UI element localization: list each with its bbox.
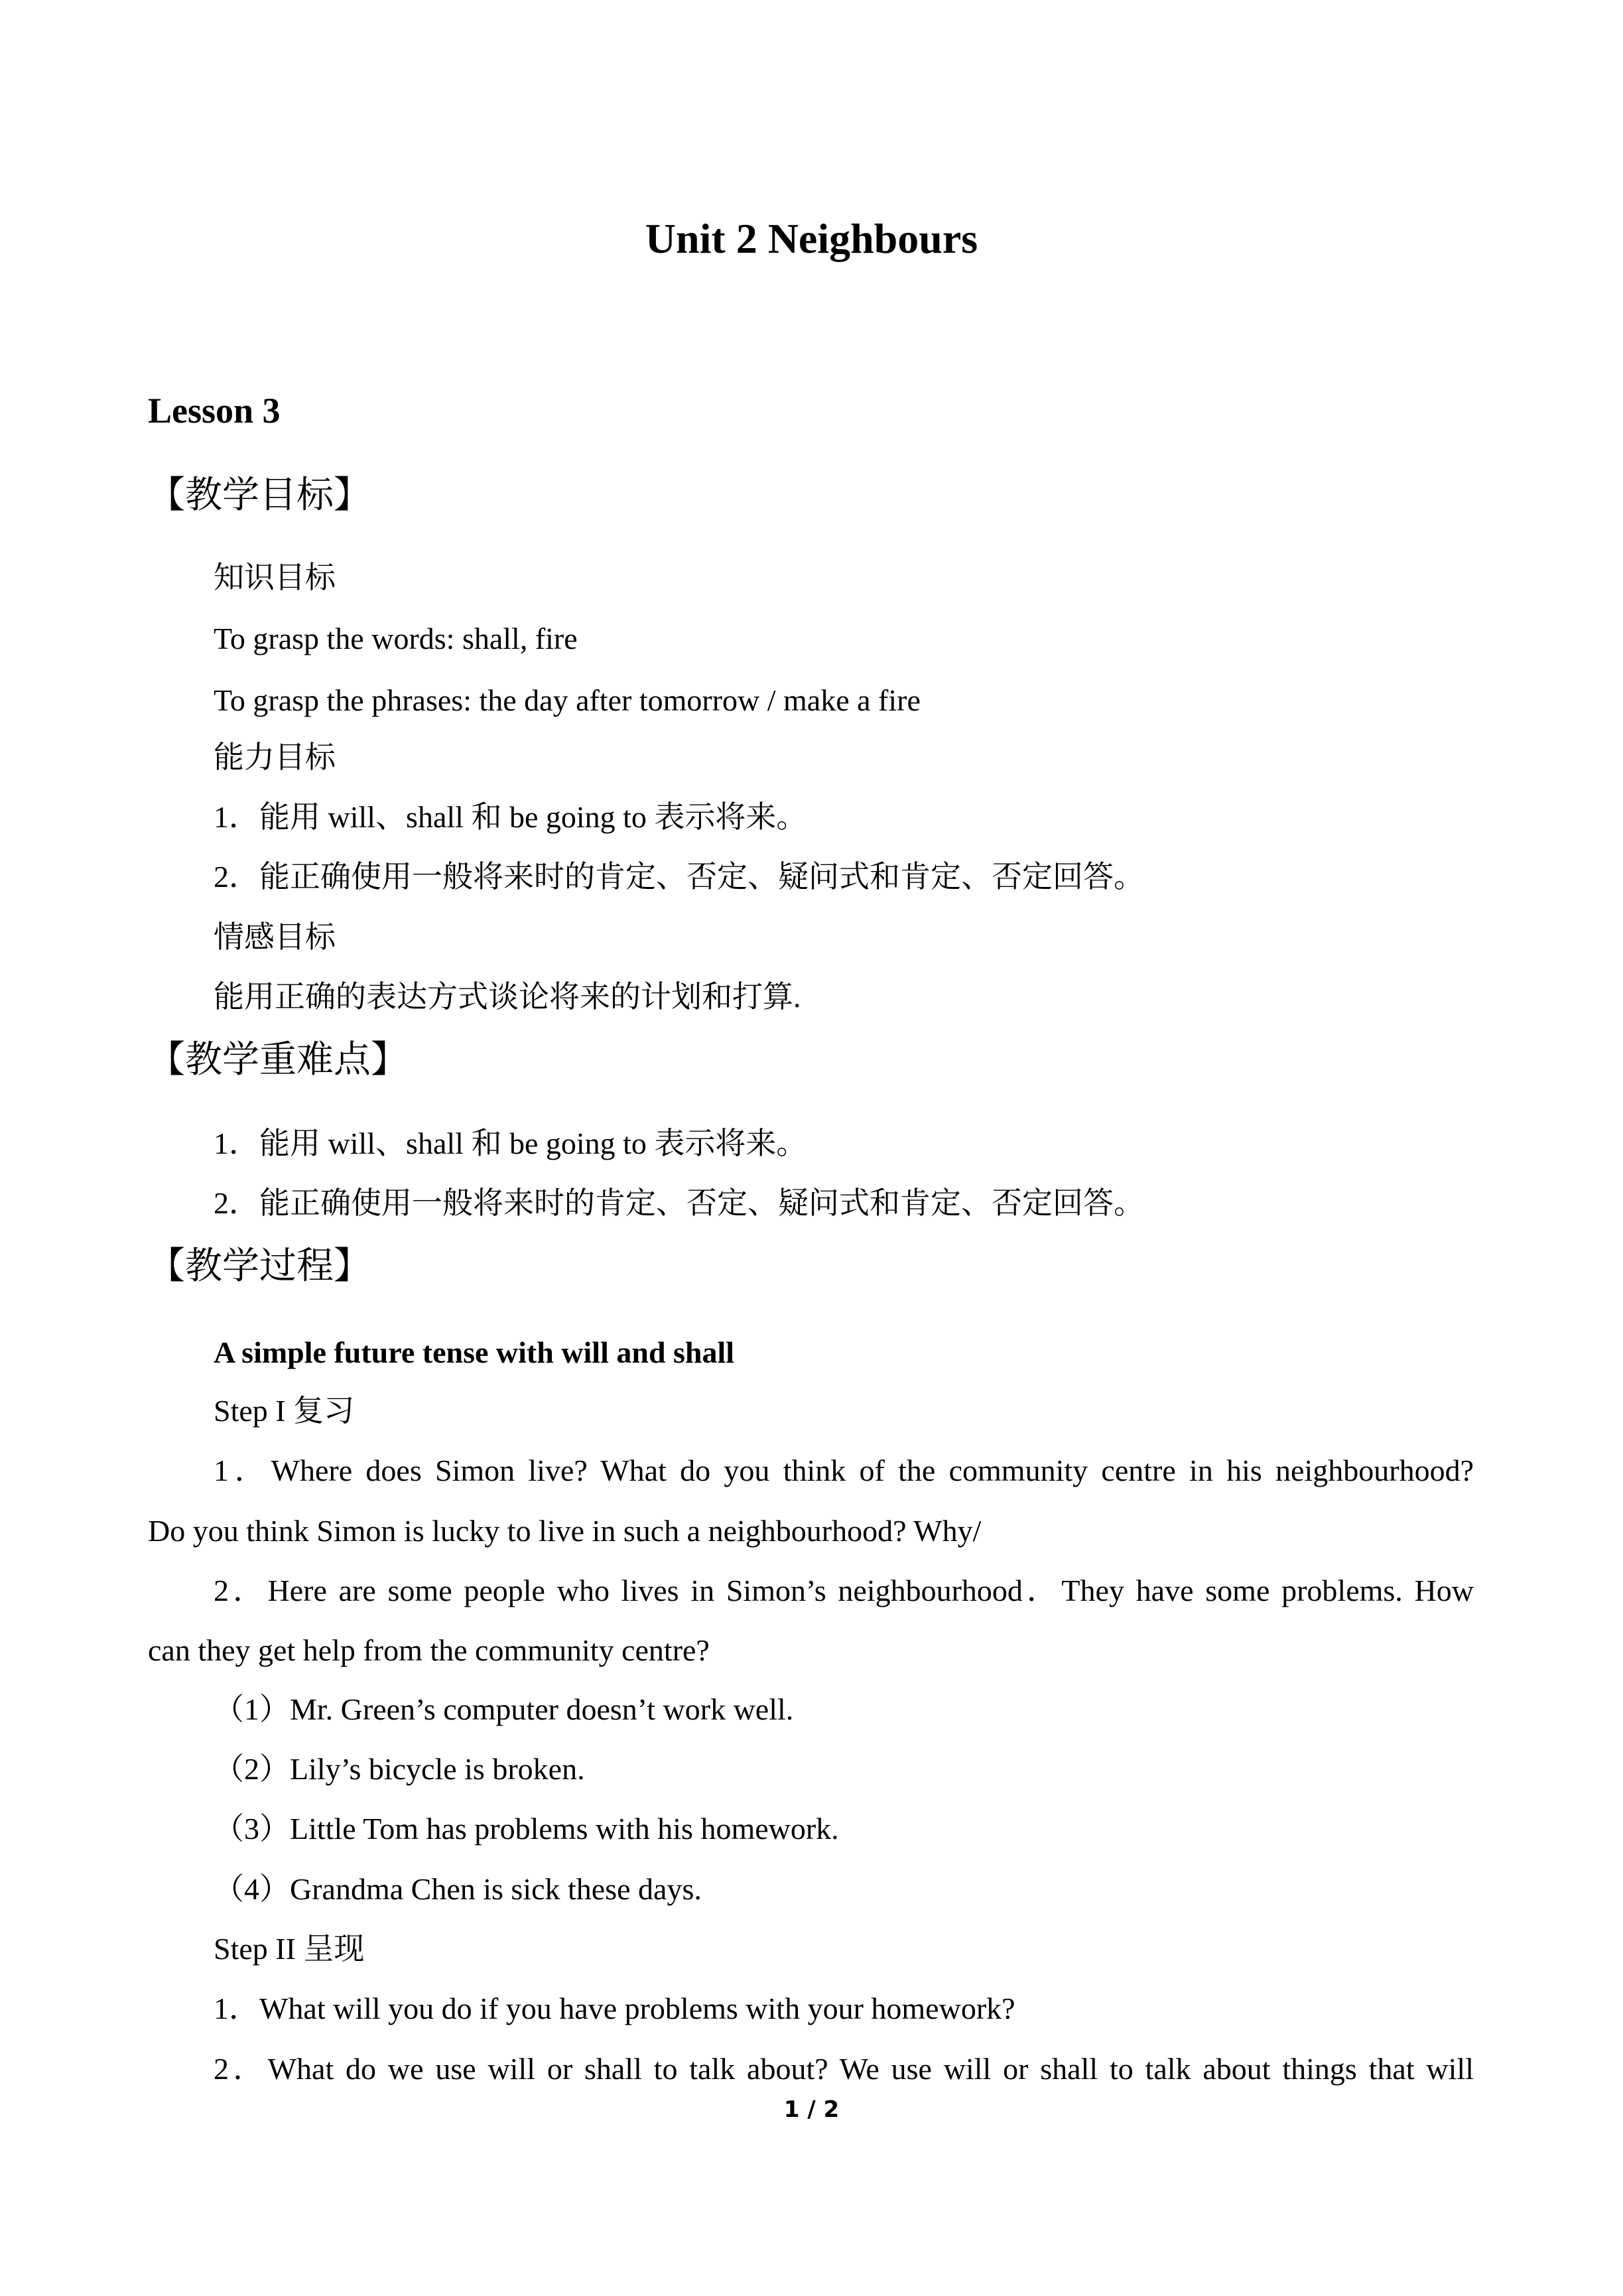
objective-text: 1．能用 will、shall 和 be going to 表示将来。	[214, 800, 807, 834]
paragraph-line: 2．Here are some people who lives in Simon’s neighbourhood．They have some problems. How	[214, 1574, 1474, 1607]
list-item: （1）Mr. Green’s computer doesn’t work well.	[214, 1692, 794, 1726]
objective-text: 能用正确的表达方式谈论将来的计划和打算.	[214, 980, 801, 1014]
lesson-heading: Lesson 3	[148, 391, 281, 431]
list-item: （4）Grandma Chen is sick these days.	[214, 1872, 702, 1906]
list-item: （2）Lily’s bicycle is broken.	[214, 1752, 585, 1786]
ability-heading: 能力目标	[214, 740, 336, 774]
page-number: 1 / 2	[783, 2096, 840, 2123]
step-heading: Step II 呈现	[214, 1932, 365, 1966]
key-point: 1．能用 will、shall 和 be going to 表示将来。	[214, 1126, 807, 1160]
section-process: 【教学过程】	[148, 1246, 371, 1287]
list-item: （3）Little Tom has problems with his homework.	[214, 1812, 839, 1846]
emotion-heading: 情感目标	[214, 920, 336, 954]
paragraph-line: 1．Where does Simon live? What do you think of the community centre in his neighbourhood?	[214, 1453, 1474, 1487]
page-title: Unit 2 Neighbours	[645, 215, 978, 262]
knowledge-heading: 知识目标	[214, 561, 336, 594]
step-heading: Step I 复习	[214, 1394, 355, 1428]
paragraph-line: Do you think Simon is lucky to live in such a neighbourhood? Why/	[148, 1514, 982, 1548]
section-objectives: 【教学目标】	[148, 475, 371, 516]
section-key-points: 【教学重难点】	[148, 1040, 408, 1081]
paragraph-line: 2．What do we use will or shall to talk about? We use will or shall to talk about things that will	[214, 2052, 1474, 2086]
process-subtitle: A simple future tense with will and shall	[214, 1335, 735, 1369]
paragraph-line: can they get help from the community centre?	[148, 1633, 710, 1667]
paragraph-line: 1．What will you do if you have problems with your homework?	[214, 1992, 1015, 2025]
objective-text: To grasp the phrases: the day after tomorrow / make a fire	[214, 683, 921, 717]
objective-text: To grasp the words: shall, fire	[214, 622, 578, 655]
objective-text: 2．能正确使用一般将来时的肯定、否定、疑问式和肯定、否定回答。	[214, 860, 1144, 894]
key-point: 2．能正确使用一般将来时的肯定、否定、疑问式和肯定、否定回答。	[214, 1186, 1144, 1220]
